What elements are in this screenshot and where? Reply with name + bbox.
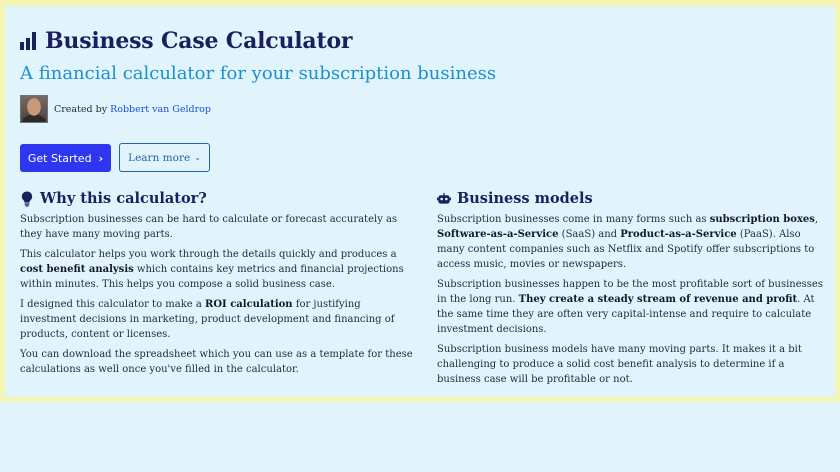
models-section [437,190,827,392]
chevron-right-icon: › [98,151,104,165]
why-paragraph-2: This calculator helps you work through the details quickly and produces a cost benefit analysis which contains key metrics and financial projections within minutes. This helps you compose a solid business case. [20,249,404,290]
learn-more-label: Learn more [128,151,191,164]
models-paragraph-2: Subscription businesses happen to be the most profitable sort of businesses in the long run. They create a steady stream of revenue and profit. At the same time they are often very capital-intense and require to calculate investment decisions. [437,279,823,335]
models-paragraph-3: Subscription business models have many moving parts. It makes it a bit challenging to produce a solid cost benefit analysis to determine if a business case will be profitable or not. [437,344,802,385]
page-title: Business Case Calculator [45,28,353,54]
robot-icon [437,191,451,207]
why-paragraph-1: Subscription businesses can be hard to calculate or forecast accurately as they have many moving parts. [20,214,398,240]
created-by-label: Created by [54,103,108,115]
lightbulb-icon [20,191,34,207]
get-started-button[interactable] [20,144,111,172]
author-link[interactable]: Robbert van Geldrop [110,103,211,115]
author-byline [20,95,211,123]
page-subtitle: A financial calculator for your subscription business [20,63,497,84]
why-heading-row [20,190,415,207]
learn-more-button[interactable] [119,143,210,172]
bar-chart-icon [20,32,38,50]
models-heading: Business models [457,190,593,207]
why-section [20,190,415,382]
title-row [20,28,352,54]
author-avatar [20,95,48,123]
chevron-down-icon: ⌄ [194,153,201,162]
get-started-label: Get Started [27,151,92,165]
why-heading: Why this calculator? [40,190,207,207]
models-heading-row [437,190,827,207]
models-paragraph-1: Subscription businesses come in many forms such as subscription boxes, Software-as-a-Service (SaaS) and Product-as-a-Service (PaaS). Also many content companies such as Netflix and Spotify offer subscriptions to access music, movies or newspapers. [437,214,819,270]
why-paragraph-3: I designed this calculator to make a ROI calculation for justifying investment decisions in marketing, product development and financing of products, content or licenses. [20,299,395,340]
why-paragraph-4: You can download the spreadsheet which you can use as a template for these calculations as well once you've filled in the calculator. [20,349,413,375]
